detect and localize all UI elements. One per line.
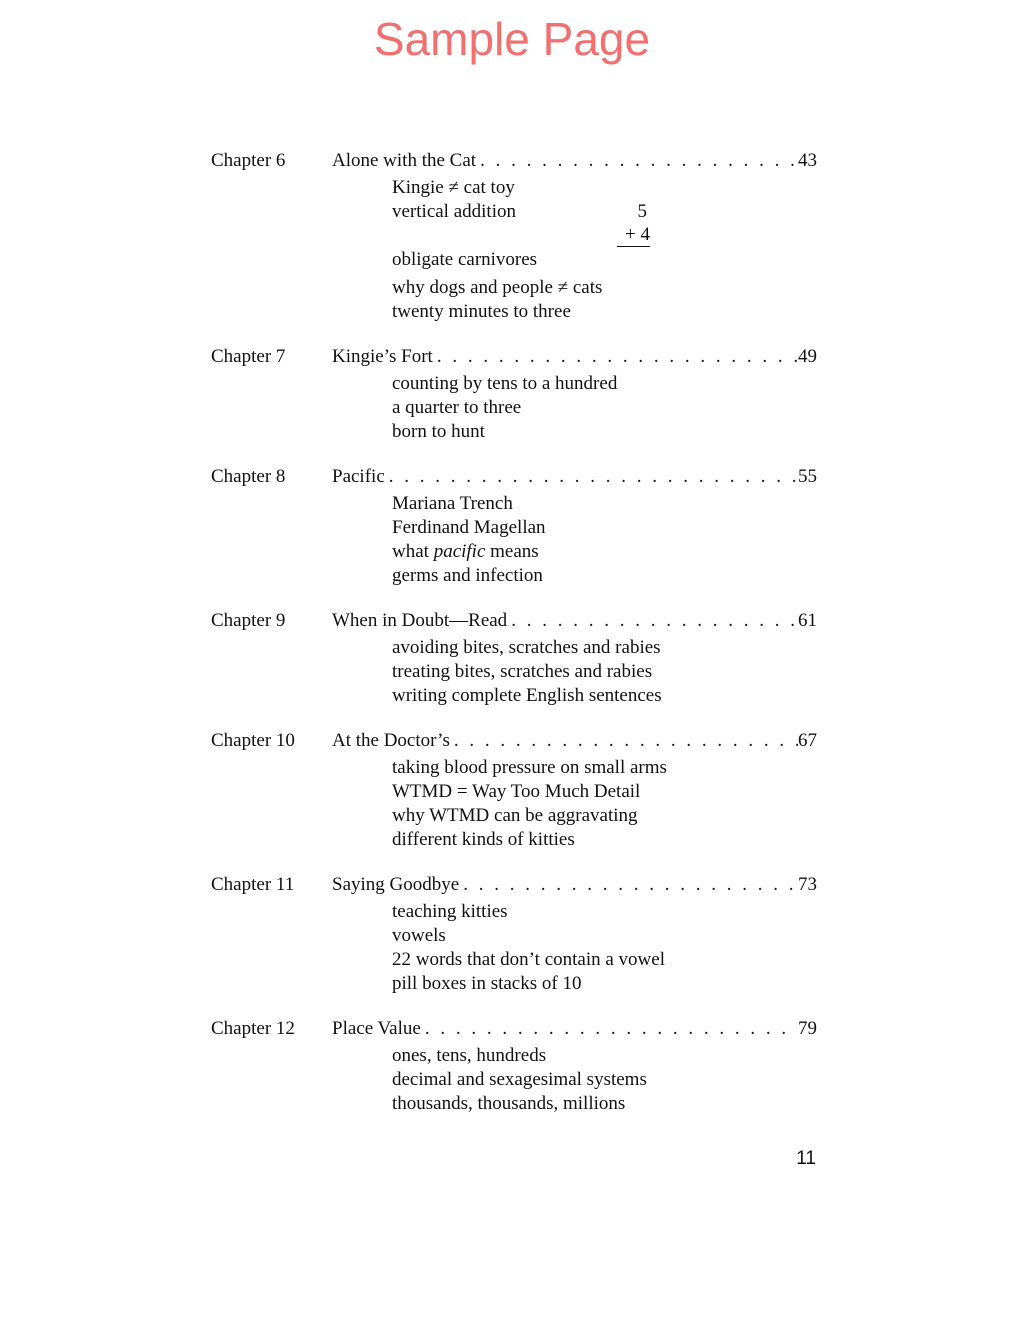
subtopic-list: [392, 372, 817, 444]
chapter-heading-row[interactable]: [211, 466, 817, 492]
chapter-entry: [211, 150, 817, 324]
subtopic: a quarter to three: [392, 397, 522, 418]
chapter-label: Chapter 10: [211, 730, 295, 751]
dot-leader: [433, 346, 798, 368]
subtopic: pill boxes in stacks of 10: [392, 973, 582, 994]
chapter-title: At the Doctor’s: [332, 730, 450, 751]
chapter-heading-row[interactable]: [211, 150, 817, 176]
chapter-page-number: 73: [798, 874, 817, 895]
chapter-title-leader: [332, 874, 798, 896]
dot-leader: [476, 150, 798, 172]
subtopic: taking blood pressure on small arms: [392, 757, 667, 778]
subtopic: Mariana Trench: [392, 493, 513, 514]
subtopic: decimal and sexagesimal systems: [392, 1069, 647, 1090]
subtopic: different kinds of kitties: [392, 829, 575, 850]
chapter-entry: [211, 730, 817, 852]
chapter-entry: [211, 466, 817, 588]
chapter-label: Chapter 9: [211, 610, 286, 631]
subtopic: born to hunt: [392, 421, 485, 442]
chapter-page-number: 43: [798, 150, 817, 171]
chapter-heading-row[interactable]: [211, 874, 817, 900]
chapter-entry: [211, 610, 817, 708]
subtopic: obligate carnivores: [392, 249, 538, 270]
chapter-title-leader: [332, 1018, 798, 1040]
chapter-label: Chapter 8: [211, 466, 286, 487]
subtopic: Ferdinand Magellan: [392, 517, 546, 538]
chapter-title-leader: [332, 150, 798, 172]
chapter-title: Place Value: [332, 1018, 421, 1039]
vertical-addition-second-row: [392, 224, 817, 248]
sample-page-watermark: Sample Page: [373, 13, 651, 65]
chapter-label: Chapter 6: [211, 150, 286, 171]
chapter-entry: [211, 1018, 817, 1116]
subtopic: why WTMD can be aggravating: [392, 805, 638, 826]
chapter-page-number: 55: [798, 466, 817, 487]
subtopic: writing complete English sentences: [392, 685, 662, 706]
dot-leader: [459, 874, 798, 896]
chapter-title: When in Doubt—Read: [332, 610, 508, 631]
subtopic: WTMD = Way Too Much Detail: [392, 781, 641, 802]
subtopic-list: [392, 756, 817, 852]
vertical-addition-row: [392, 200, 817, 224]
dot-leader: [421, 1018, 798, 1040]
subtopic: why dogs and people ≠ cats: [392, 277, 603, 298]
dot-leader: [450, 730, 798, 752]
subtopic-with-italic: what pacific means: [392, 541, 539, 562]
subtopic: teaching kitties: [392, 901, 508, 922]
italic-word: pacific: [433, 541, 486, 562]
subtopic-list: [392, 900, 817, 996]
chapter-title: Alone with the Cat: [332, 150, 477, 171]
page-number: 11: [796, 1148, 816, 1169]
subtopic: thousands, thousands, millions: [392, 1093, 626, 1114]
subtopic: Kingie ≠ cat toy: [392, 177, 515, 198]
chapter-entry: [211, 874, 817, 996]
chapter-label: Chapter 11: [211, 874, 295, 895]
chapter-label: Chapter 7: [211, 346, 286, 367]
subtopic-list: [392, 1044, 817, 1116]
chapter-title: Kingie’s Fort: [332, 346, 433, 367]
subtopic: vowels: [392, 925, 446, 946]
chapter-page-number: 67: [798, 730, 817, 751]
table-of-contents: [211, 150, 817, 1138]
subtopic: germs and infection: [392, 565, 543, 586]
chapter-entry: [211, 346, 817, 444]
subtopic: vertical addition: [392, 201, 516, 222]
subtopic: avoiding bites, scratches and rabies: [392, 637, 661, 658]
chapter-title-leader: [332, 466, 798, 488]
subtopic-list: [392, 492, 817, 588]
subtopic: 22 words that don’t contain a vowel: [392, 949, 665, 970]
addend-top: 5: [637, 201, 647, 222]
subtopic: treating bites, scratches and rabies: [392, 661, 653, 682]
chapter-title-leader: [332, 730, 798, 752]
chapter-page-number: 61: [798, 610, 817, 631]
chapter-heading-row[interactable]: [211, 730, 817, 756]
chapter-label: Chapter 12: [211, 1018, 295, 1039]
addend-bottom: + 4: [617, 224, 650, 247]
subtopic-list: [392, 176, 817, 324]
dot-leader: [507, 610, 798, 632]
chapter-title-leader: [332, 610, 798, 632]
chapter-title-leader: [332, 346, 798, 368]
chapter-heading-row[interactable]: [211, 610, 817, 636]
chapter-heading-row[interactable]: [211, 346, 817, 372]
chapter-title: Saying Goodbye: [332, 874, 460, 895]
subtopic-list: [392, 636, 817, 708]
chapter-page-number: 49: [798, 346, 817, 367]
dot-leader: [385, 466, 798, 488]
subtopic: ones, tens, hundreds: [392, 1045, 547, 1066]
subtopic: counting by tens to a hundred: [392, 373, 618, 394]
chapter-heading-row[interactable]: [211, 1018, 817, 1044]
chapter-title: Pacific: [332, 466, 385, 487]
subtopic: twenty minutes to three: [392, 301, 571, 322]
chapter-page-number: 79: [798, 1018, 817, 1039]
